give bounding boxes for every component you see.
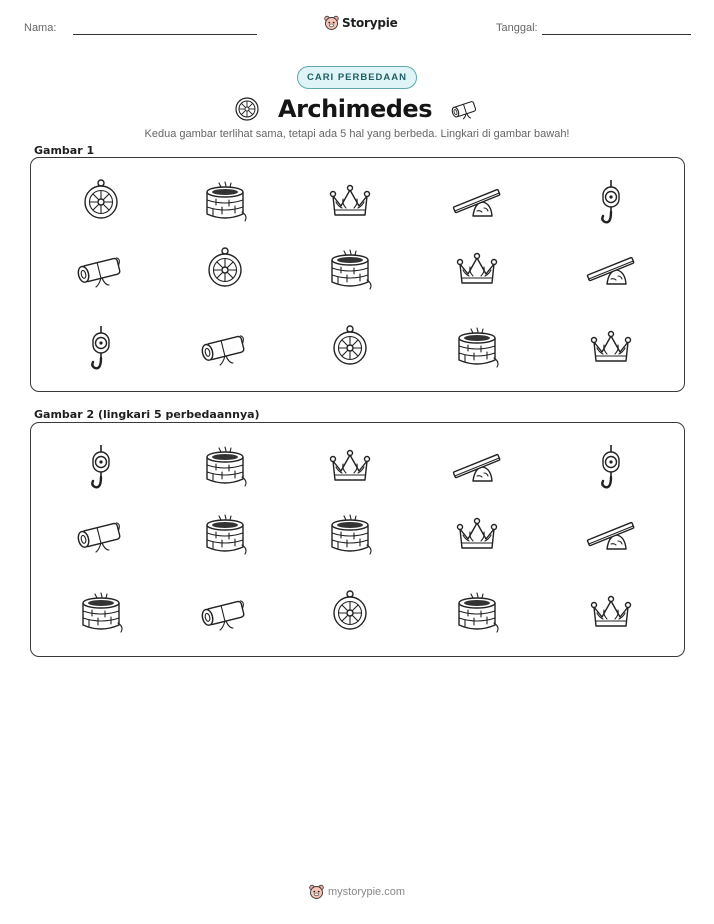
compass-wheel-icon [234, 96, 260, 122]
scroll-icon[interactable] [195, 583, 255, 643]
title-row [0, 92, 714, 126]
brick-well-icon[interactable] [195, 505, 255, 565]
pulley-hook-icon[interactable] [581, 437, 641, 497]
lever-fulcrum-icon[interactable] [581, 505, 641, 565]
compass-wheel-icon [71, 172, 131, 232]
bear-mascot-icon [324, 15, 339, 31]
compass-wheel-icon [320, 318, 380, 378]
panel-2-label: Gambar 2 (lingkari 5 perbedaannya) [34, 408, 260, 421]
date-field-line[interactable] [542, 34, 691, 35]
footer [0, 884, 714, 900]
pulley-hook-icon [581, 172, 641, 232]
panel-1-label: Gambar 1 [34, 144, 95, 157]
laurel-crown-icon[interactable] [320, 437, 380, 497]
brick-well-icon[interactable] [71, 583, 131, 643]
laurel-crown-icon[interactable] [581, 583, 641, 643]
compass-wheel-icon[interactable] [320, 583, 380, 643]
name-field-line[interactable] [73, 34, 257, 35]
laurel-crown-icon [447, 240, 507, 300]
instructions-text: Kedua gambar terlihat sama, tetapi ada 5 hal yang berbeda. Lingkari di gambar bawah! [144, 128, 570, 140]
brick-well-icon[interactable] [320, 505, 380, 565]
brick-well-icon[interactable] [447, 583, 507, 643]
scroll-icon[interactable] [71, 505, 131, 565]
brick-well-icon [447, 318, 507, 378]
name-label: Nama: [24, 22, 57, 34]
brick-well-icon[interactable] [195, 437, 255, 497]
scroll-icon [450, 98, 480, 120]
lever-fulcrum-icon [447, 172, 507, 232]
picture-panel-2[interactable] [30, 422, 685, 657]
date-label: Tanggal: [496, 22, 538, 34]
scroll-icon [195, 318, 255, 378]
pulley-hook-icon [71, 318, 131, 378]
footer-url: mystorypie.com [327, 886, 406, 898]
picture-panel-1 [30, 157, 685, 392]
brick-well-icon [320, 240, 380, 300]
brand-logo [324, 14, 398, 32]
brand-name: Storypie [342, 16, 398, 30]
bear-mascot-icon [309, 884, 324, 900]
laurel-crown-icon [581, 318, 641, 378]
activity-badge: CARI PERBEDAAN [297, 66, 417, 89]
page-title: Archimedes [278, 95, 432, 123]
compass-wheel-icon [195, 240, 255, 300]
lever-fulcrum-icon [581, 240, 641, 300]
scroll-icon [71, 240, 131, 300]
pulley-hook-icon[interactable] [71, 437, 131, 497]
laurel-crown-icon[interactable] [447, 505, 507, 565]
worksheet-header [0, 14, 714, 44]
brick-well-icon [195, 172, 255, 232]
lever-fulcrum-icon[interactable] [447, 437, 507, 497]
laurel-crown-icon [320, 172, 380, 232]
